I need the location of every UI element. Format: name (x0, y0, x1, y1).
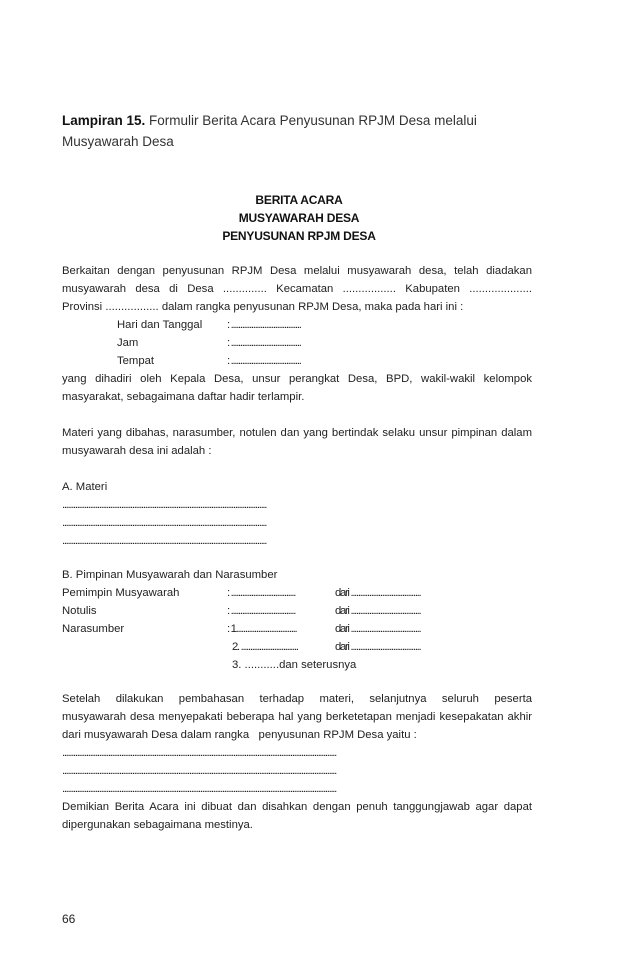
attendance-line-1: yang dihadiri oleh Kepala Desa, unsur perangkat Desa, BPD, wakil-wakil kelompok (62, 373, 532, 385)
narasumber-2-dari: dari ...................................... (335, 641, 421, 653)
narasumber-2-value: 2. ............................... (232, 641, 298, 653)
closing-line-2: dipergunakan sebagaimana mestinya. (62, 819, 253, 831)
intro-line-2: musyawarah desa di Desa .............. Kecamatan ................. Kabupaten .................... (62, 283, 532, 295)
notulis-dari: dari ...................................... (335, 605, 421, 617)
kesepakatan-line-3: dari musyawarah Desa dalam rangka penyusunan RPJM Desa yaitu : (62, 729, 417, 741)
title-line-1: BERITA ACARA (255, 193, 343, 207)
narasumber-3-value: 3. ...........dan seterusnya (232, 659, 357, 671)
kesepakatan-line-1: Setelah dilakukan pembahasan terhadap materi, selanjutnya seluruh peserta (62, 693, 532, 705)
kesepakatan-line-2: musyawarah desa menyepakati beberapa hal yang berketetapan menjadi kesepakatan akhir (62, 711, 532, 723)
pemimpin-label: Pemimpin Musyawarah (62, 587, 180, 599)
field-label-tempat: Tempat (117, 355, 155, 367)
attendance-line-2: masyarakat, sebagaimana daftar hadir terlampir. (62, 391, 305, 403)
pemimpin-dari: dari ...................................... (335, 587, 421, 599)
narasumber-1-value: : 1................................. (227, 623, 297, 635)
materi-dotted-line: ............................................................................................................... (62, 535, 267, 547)
materi-heading: A. Materi (62, 481, 108, 493)
appendix-label: Lampiran 15. (62, 113, 146, 128)
kesepakatan-dotted-line: ..................................................................................................................................................... (62, 783, 336, 795)
narasumber-label: Narasumber (62, 623, 125, 635)
document-heading (62, 110, 542, 152)
notulis-label: Notulis (62, 605, 97, 617)
kesepakatan-dotted-line: ..................................................................................................................................................... (62, 765, 336, 777)
page-number: 66 (62, 912, 76, 926)
appendix-title: Formulir Berita Acara Penyusunan RPJM Desa melalui (145, 113, 477, 128)
field-value-jam: : ...................................... (227, 337, 301, 349)
intro-line-1: Berkaitan dengan penyusunan RPJM Desa melalui musyawarah desa, telah diadakan (62, 265, 532, 277)
notulis-value: : ................................... (227, 605, 296, 617)
materi-dotted-line: ............................................................................................................... (62, 517, 267, 529)
appendix-title-line2: Musyawarah Desa (62, 134, 174, 149)
field-value-hari-tanggal: : ...................................... (227, 319, 301, 331)
pimpinan-heading: B. Pimpinan Musyawarah dan Narasumber (62, 569, 278, 581)
closing-line-1: Demikian Berita Acara ini dibuat dan disahkan dengan penuh tanggungjawab agar dapat (62, 801, 532, 813)
materi-intro-line-1: Materi yang dibahas, narasumber, notulen dan yang bertindak selaku unsur pimpinan dalam (62, 427, 532, 439)
narasumber-1-dari: dari ...................................... (335, 623, 421, 635)
kesepakatan-dotted-line: ..................................................................................................................................................... (62, 747, 336, 759)
field-value-tempat: : ...................................... (227, 355, 301, 367)
field-label-hari-tanggal: Hari dan Tanggal (117, 319, 203, 331)
materi-intro-line-2: musyawarah desa ini adalah : (62, 445, 212, 457)
pemimpin-value: : ................................... (227, 587, 296, 599)
intro-line-3: Provinsi ................. dalam rangka penyusunan RPJM Desa, maka pada hari ini : (62, 301, 464, 313)
field-label-jam: Jam (117, 337, 139, 349)
materi-dotted-line: ............................................................................................................... (62, 499, 267, 511)
title-line-2: MUSYAWARAH DESA (238, 211, 360, 225)
title-line-3: PENYUSUNAN RPJM DESA (222, 229, 376, 243)
